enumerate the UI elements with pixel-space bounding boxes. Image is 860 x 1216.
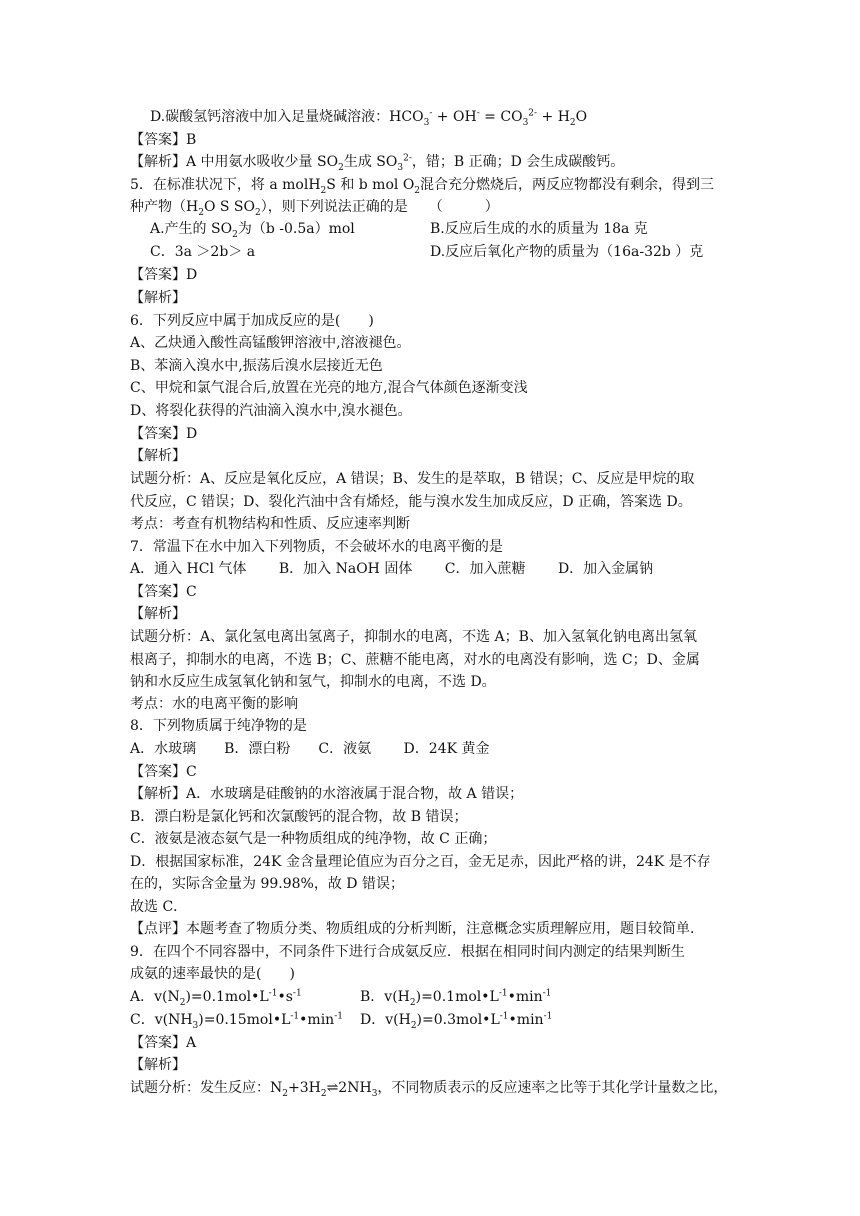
q9-stem-line2: 成氨的速率最快的是( )	[130, 966, 295, 982]
q5-option-d: D.反应后氧化产物的质量为（16a-32b ）克	[430, 244, 704, 260]
q9-option-c: C．$v(NH_3)=0.15mol•L^{-1}•\min^{-1}$	[130, 1011, 343, 1031]
q5-option-b: B.反应后生成的水的质量为 18a 克	[430, 221, 648, 237]
q5-stem-line2: 种产物（$H_2O$ S $SO_2$），则下列说法正确的是 （ ）	[130, 199, 499, 218]
q8-explanation-line1: 【解析】A．水玻璃是硅酸钠的水溶液属于混合物，故 A 错误；	[130, 786, 524, 802]
q9-option-b: B．$v(H_2)=0.1mol•L^{-1}•\min^{-1}$	[360, 988, 552, 1008]
q9-option-d: D．$v(H_2)=0.3mol•L^{-1}•\min^{-1}$	[360, 1011, 553, 1031]
q7-explanation: 【解析】	[130, 606, 186, 622]
q9-stem-line1: 9．在四个不同容器中，不同条件下进行合成氨反应．根据在相同时间内测定的结果判断生	[130, 944, 685, 960]
q8-explanation-line5: 在的，实际含金量为 99.98%，故 D 错误；	[130, 876, 404, 892]
q8-explanation-line2: B．漂白粉是氯化钙和次氯酸钙的混合物，故 B 错误；	[130, 809, 468, 825]
q6-stem: 6．下列反应中属于加成反应的是( )	[130, 313, 374, 329]
q9-explanation: 【解析】	[130, 1057, 186, 1073]
q5-answer: 【答案】D	[130, 267, 198, 283]
q7-answer: 【答案】C	[130, 584, 197, 600]
q8-stem: 8．下列物质属于纯净物的是	[130, 718, 307, 734]
q9-analysis-line1: 试题分析：发生反应：$N_2+3H_2\rightleftharpoons 2NH_3$，不同物质表示的反应速率之比等于其化学计量数之比，	[130, 1080, 728, 1099]
q5-stem-line1: 5．在标准状况下，将 a molH$_2$S 和 b mol $O_2$混合充分燃烧后，两反应物都没有剩余，得到三	[130, 177, 715, 196]
q8-explanation-line4: D．根据国家标准，24K 金含量理论值应为百分之百，金无足赤，因此严格的讲，24K 是不存	[130, 854, 711, 870]
q6-option-c: C、甲烷和氯气混合后,放置在光亮的地方,混合气体颜色逐渐变浅	[130, 380, 528, 396]
q4-explanation: 【解析】A 中用氨水吸收少量 $SO_2$生成 $SO_3^{2-}$，错；B 正确；D 会生成碳酸钙。	[130, 153, 625, 173]
q8-options: A．水玻璃 B．漂白粉 C．液氨 D．24K 黄金	[130, 741, 490, 757]
q6-analysis-line1: 试题分析：A、反应是氧化反应，A 错误；B、发生的是萃取，B 错误；C、反应是甲烷的取	[130, 471, 695, 487]
q8-answer: 【答案】C	[130, 764, 197, 780]
q6-explanation: 【解析】	[130, 448, 186, 464]
q8-explanation-line6: 故选 C．	[130, 899, 188, 915]
q6-knowledge-point: 考点：考查有机物结构和性质、反应速率判断	[130, 516, 410, 532]
q6-analysis-line2: 代反应，C 错误；D、裂化汽油中含有烯烃，能与溴水发生加成反应，D 正确，答案选 D。	[130, 494, 692, 510]
q7-analysis-line2: 根离子，抑制水的电离，不选 B；C、蔗糖不能电离，对水的电离没有影响，选 C；D、金属	[130, 652, 700, 668]
q6-option-b: B、苯滴入溴水中,振荡后溴水层接近无色	[130, 358, 383, 374]
q8-review: 【点评】本题考查了物质分类、物质组成的分析判断，注意概念实质理解应用，题目较简单．	[130, 921, 704, 937]
q6-answer: 【答案】D	[130, 426, 198, 442]
q7-options: A．通入 HCl 气体 B．加入 NaOH 固体 C．加入蔗糖 D．加入金属钠	[130, 561, 654, 577]
q7-stem: 7．常温下在水中加入下列物质，不会破坏水的电离平衡的是	[130, 539, 503, 555]
q9-option-a: A．$v(N_2)=0.1mol•L^{-1}•s^{-1}$	[130, 988, 302, 1008]
q4-option-d: D.碳酸氢钙溶液中加入足量烧碱溶液：$HCO_3^- + OH^- = CO_3^{2-} + H_2O$	[150, 108, 588, 128]
q5-option-c: C．3a ＞2b＞ a	[150, 244, 256, 260]
q9-answer: 【答案】A	[130, 1035, 197, 1051]
q4-answer: 【答案】B	[130, 132, 197, 148]
q6-option-a: A、乙炔通入酸性高锰酸钾溶液中,溶液褪色。	[130, 335, 411, 351]
q8-explanation-line3: C．液氨是液态氨气是一种物质组成的纯净物，故 C 正确；	[130, 831, 497, 847]
q7-knowledge-point: 考点：水的电离平衡的影响	[130, 696, 298, 712]
q7-analysis-line3: 钠和水反应生成氢氧化钠和氢气，抑制水的电离，不选 D。	[130, 674, 496, 690]
q7-analysis-line1: 试题分析：A、氯化氢电离出氢离子，抑制水的电离，不选 A；B、加入氢氧化钠电离出氢氧	[130, 629, 697, 645]
q5-explanation: 【解析】	[130, 290, 186, 306]
q5-option-a: A.产生的 $SO_2$为（b -0.5a）mol	[150, 221, 355, 240]
q6-option-d: D、将裂化获得的汽油滴入溴水中,溴水褪色。	[130, 403, 412, 419]
